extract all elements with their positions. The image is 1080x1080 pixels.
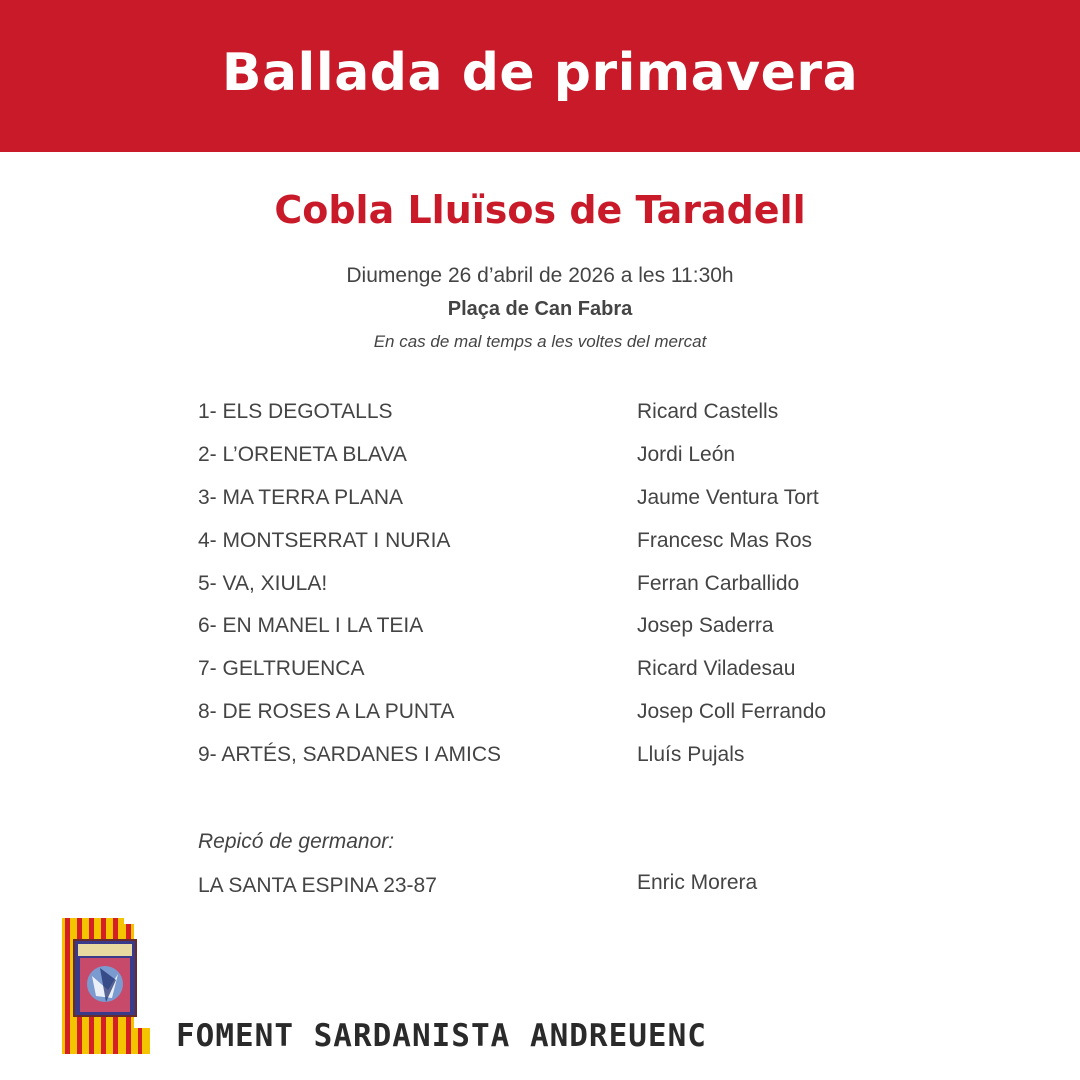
program-list <box>198 400 898 786</box>
program-item <box>198 529 898 572</box>
program-item <box>198 400 898 443</box>
piece-composer: Ricard Viladesau <box>637 657 796 681</box>
extra-section-label: Repicó de germanor: <box>198 830 395 853</box>
piece-composer: Ricard Castells <box>637 400 779 423</box>
piece-composer: Jordi León <box>637 442 736 466</box>
program-item <box>198 700 898 743</box>
weather-note: En cas de mal temps a les voltes del mercat <box>373 332 707 351</box>
piece-title: 4- MONTSERRAT I NURIA <box>198 528 451 552</box>
piece-title: 7- GELTRUENCA <box>198 657 365 681</box>
piece-composer: Josep Coll Ferrando <box>637 700 827 724</box>
piece-title: 1- ELS DEGOTALLS <box>198 400 393 423</box>
piece-title: 8- DE ROSES A LA PUNTA <box>198 700 455 724</box>
page-title: Ballada de primavera <box>221 43 859 103</box>
piece-composer: Lluís Pujals <box>637 743 745 767</box>
program-item <box>198 743 898 786</box>
event-venue: Plaça de Can Fabra <box>447 298 633 320</box>
piece-composer: Jaume Ventura Tort <box>637 485 819 509</box>
program-item <box>198 486 898 529</box>
piece-title: 5- VA, XIULA! <box>198 571 328 595</box>
program-item <box>198 657 898 700</box>
event-date: Diumenge 26 d’abril de 2026 a les 11:30h <box>346 264 734 287</box>
piece-title: 3- MA TERRA PLANA <box>198 485 404 509</box>
band-name: Cobla Lluïsos de Taradell <box>274 188 806 232</box>
header-banner <box>0 0 1080 152</box>
organization-name: FOMENT SARDANISTA ANDREUENC <box>176 1018 707 1054</box>
piece-title: 6- EN MANEL I LA TEIA <box>198 614 424 638</box>
extra-piece-composer: Enric Morera <box>637 871 758 894</box>
organization-logo <box>60 918 152 1054</box>
piece-title: 9- ARTÉS, SARDANES I AMICS <box>198 743 502 767</box>
piece-title: 2- L’ORENETA BLAVA <box>198 442 407 466</box>
emblem-icon <box>74 940 136 1016</box>
program-item <box>198 443 898 486</box>
program-item <box>198 614 898 657</box>
extra-piece-title: LA SANTA ESPINA 23-87 <box>198 874 437 897</box>
piece-composer: Francesc Mas Ros <box>637 528 813 552</box>
piece-composer: Ferran Carballido <box>637 571 800 595</box>
piece-composer: Josep Saderra <box>637 614 774 638</box>
program-item <box>198 572 898 615</box>
